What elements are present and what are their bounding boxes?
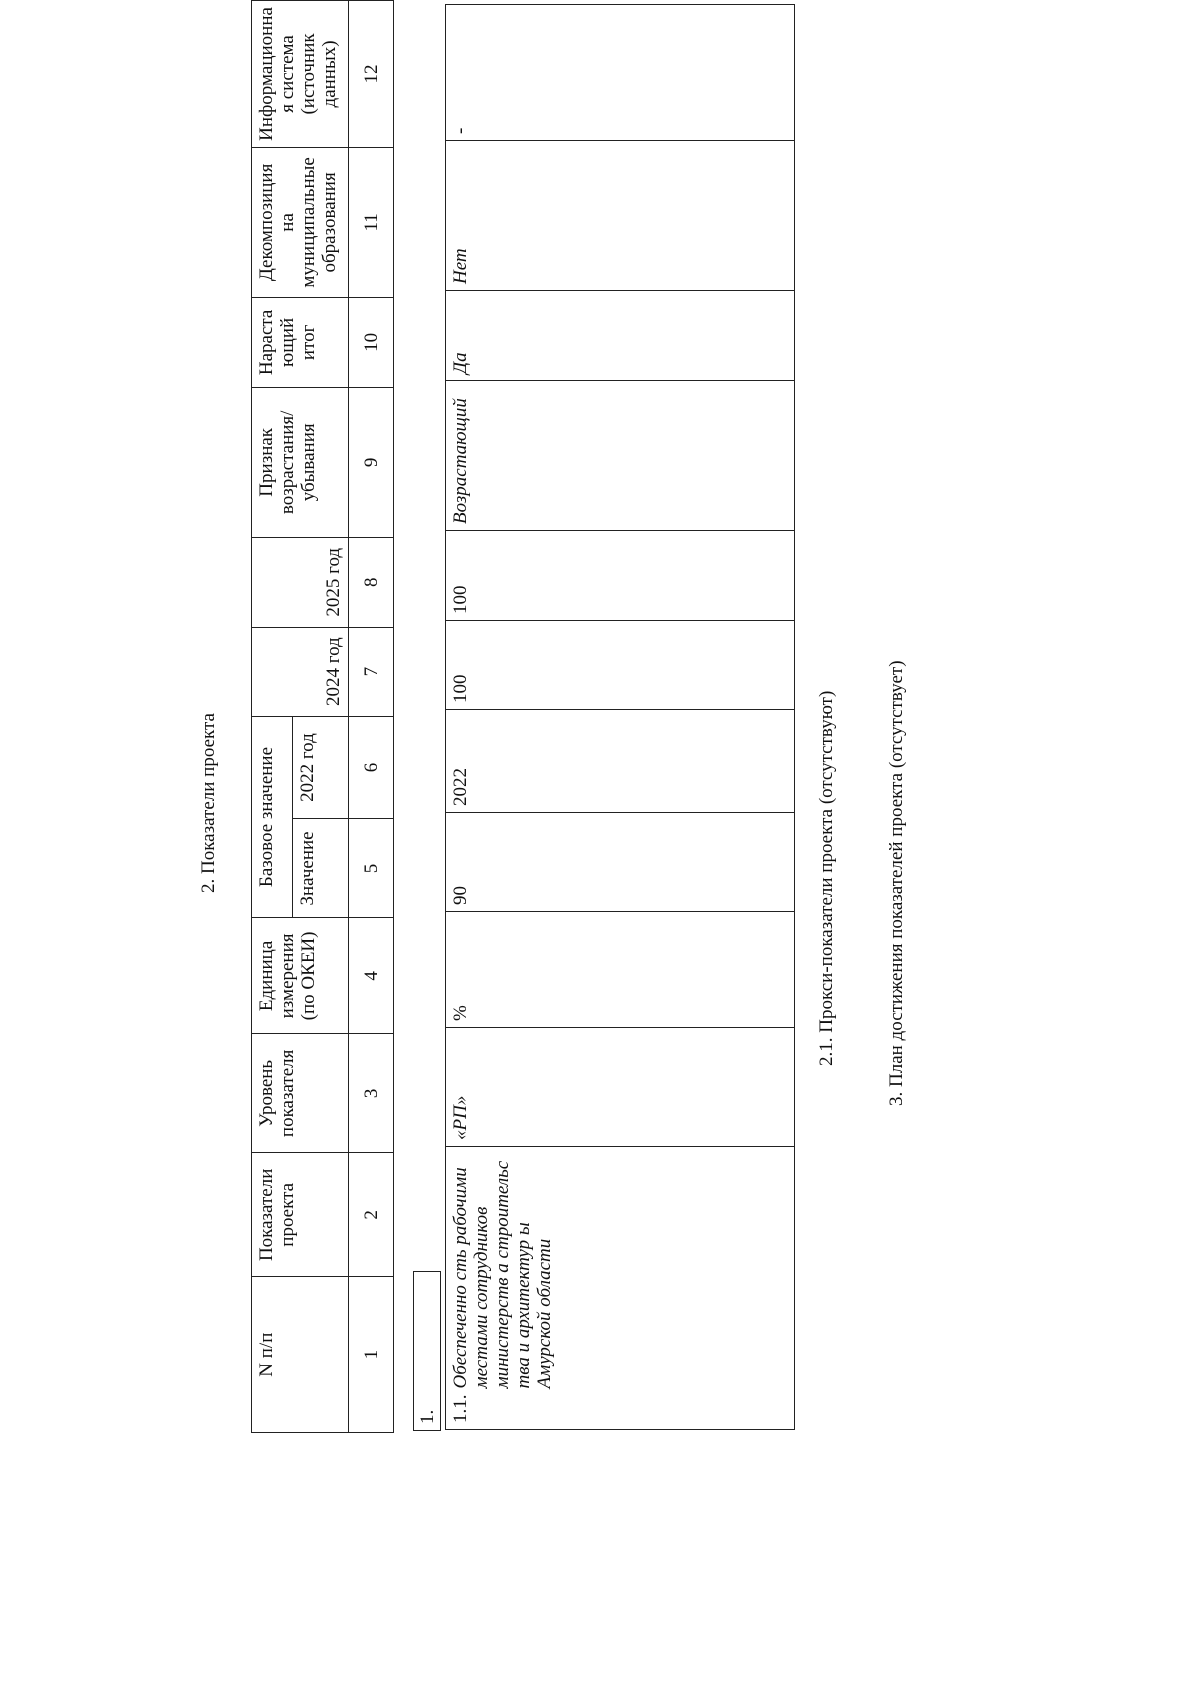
section-heading: 2. Показатели проекта: [198, 713, 219, 893]
row-info-system: -: [446, 5, 795, 141]
colnum-5: 5: [349, 819, 394, 918]
header-base-year: 2022 год: [293, 716, 349, 819]
colnum-6: 6: [349, 716, 394, 819]
section-row: [414, 1272, 441, 1431]
header-row: [252, 1, 293, 1433]
colnum-1: 1: [349, 1277, 394, 1433]
header-cumulative: Нараста ющий итог: [252, 297, 349, 387]
plan-heading: 3. План достижения показателей проекта (отсутствует): [886, 660, 907, 1106]
row-level: «РП»: [446, 1028, 795, 1147]
row-number: 1.1.: [450, 1394, 471, 1423]
header-num: N п/п: [252, 1277, 349, 1433]
colnum-10: 10: [349, 297, 394, 387]
row-base-value: 90: [446, 813, 795, 912]
header-decomposition: Декомпозиция на муниципальные образования: [252, 147, 349, 297]
indicators-header-table: [251, 0, 394, 1433]
row-number-and-name: [446, 1147, 795, 1430]
proxy-heading: 2.1. Прокси-показатели проекта (отсутствуют): [816, 690, 837, 1066]
colnum-7: 7: [349, 627, 394, 716]
row-2024: 100: [446, 621, 795, 710]
colnum-4: 4: [349, 918, 394, 1034]
row-2025: 100: [446, 531, 795, 621]
table-row: [446, 5, 795, 1430]
row-indicator-name: Обеспеченно сть рабочими местами сотрудников министерств а строительс тва и архитектур ы Амурской области: [450, 1160, 555, 1389]
row-cumulative: Да: [446, 291, 795, 381]
colnum-2: 2: [349, 1153, 394, 1277]
section-number: 1.: [414, 1272, 441, 1431]
colnum-3: 3: [349, 1034, 394, 1153]
header-level: Уровень показателя: [252, 1034, 349, 1153]
section-row-table: [413, 1271, 441, 1431]
header-trend: Признак возрастания/ убывания: [252, 387, 349, 537]
colnum-9: 9: [349, 387, 394, 537]
header-unit: Единица измерения (по ОКЕИ): [252, 918, 349, 1034]
header-base-value: Значение: [293, 819, 349, 918]
header-2024: 2024 год: [252, 627, 349, 716]
row-unit: %: [446, 912, 795, 1028]
colnum-12: 12: [349, 1, 394, 148]
header-2025: 2025 год: [252, 537, 349, 627]
row-trend: Возрастающий: [446, 381, 795, 531]
row-base-year: 2022: [446, 710, 795, 813]
row-decomposition: Нет: [446, 141, 795, 291]
header-indicator: Показатели проекта: [252, 1153, 349, 1277]
colnum-8: 8: [349, 537, 394, 627]
header-base: Базовое значение: [252, 716, 293, 918]
colnum-11: 11: [349, 147, 394, 297]
indicators-data-table: [445, 4, 795, 1430]
column-numbers-row: [349, 1, 394, 1433]
header-info-system: Информационна я система (источник данных): [252, 1, 349, 148]
